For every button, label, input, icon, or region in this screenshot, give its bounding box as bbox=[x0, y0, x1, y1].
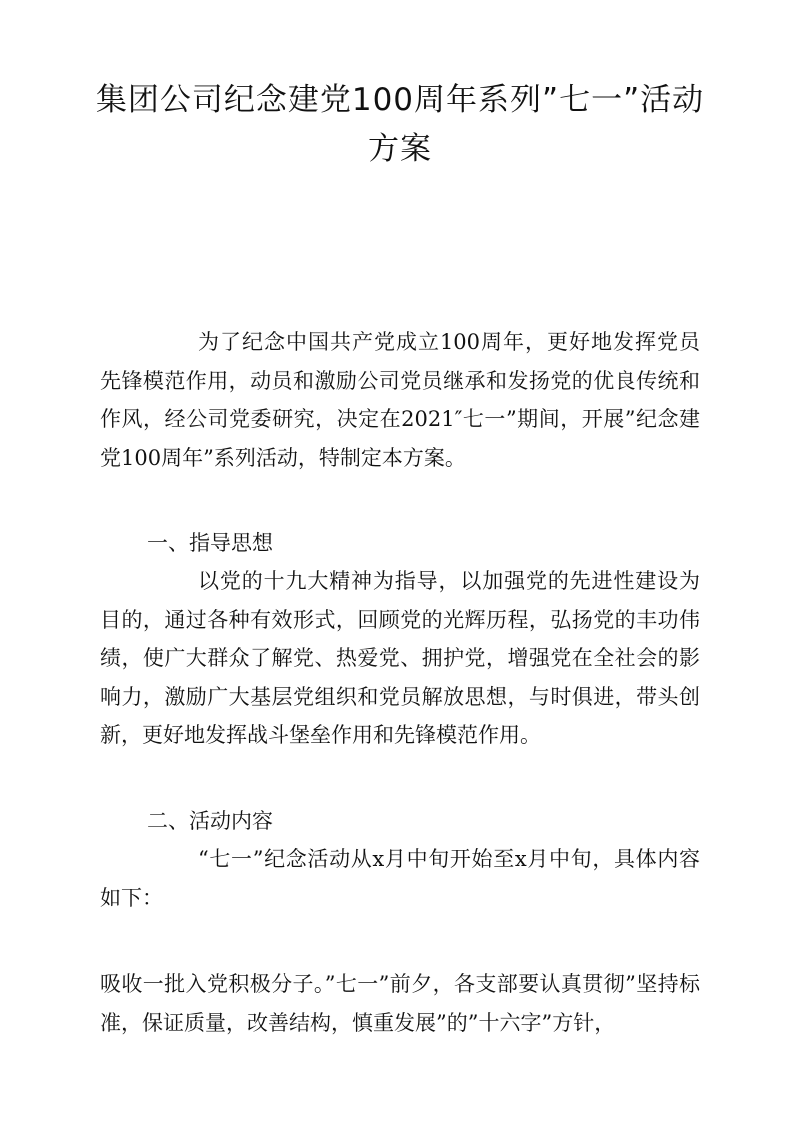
section-body-activity-content: “七一”纪念活动从x月中旬开始至x月中旬，具体内容如下： bbox=[100, 847, 700, 910]
document-title: 集团公司纪念建党100周年系列”七一”活动方案 bbox=[95, 82, 705, 167]
continuation-paragraph: 吸收一批入党积极分子。”七一”前夕，各支部要认真贯彻”坚持标准，保证质量，改善结构，慎重发展”的”十六字”方针， bbox=[100, 972, 700, 1035]
intro-paragraph: 为了纪念中国共产党成立100周年，更好地发挥党员先锋模范作用，动员和激励公司党员继承和发扬党的优良传统和作风，经公司党委研究，决定在2021″七一”期间，开展”纪念建党100周年”系列活动，特制定本方案。 bbox=[100, 330, 700, 470]
section-heading-guiding-ideology: 一、指导思想 bbox=[147, 531, 273, 555]
section-heading-activity-content: 二、活动内容 bbox=[147, 809, 273, 833]
section-body-guiding-ideology: 以党的十九大精神为指导，以加强党的先进性建设为目的，通过各种有效形式，回顾党的光辉历程，弘扬党的丰功伟绩，使广大群众了解党、热爱党、拥护党，增强党在全社会的影响力，激励广大基层党组织和党员解放思想，与时俱进，带头创新，更好地发挥战斗堡垒作用和先锋模范作用。 bbox=[100, 569, 700, 747]
